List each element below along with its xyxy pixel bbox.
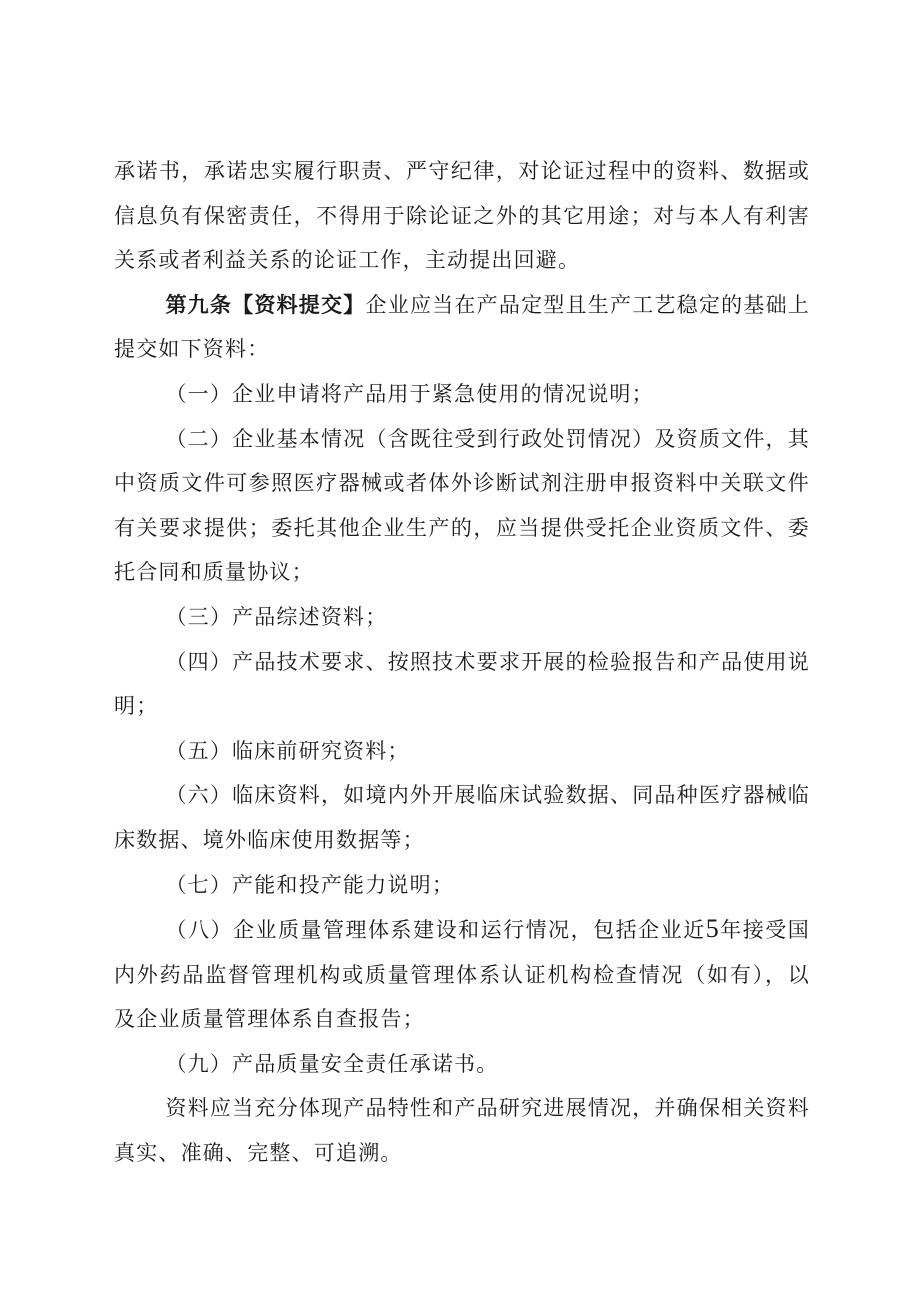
list-item-4: （四）产品技术要求、按照技术要求开展的检验报告和产品使用说明； [114, 649, 810, 719]
list-item-7: （七）产能和投产能力说明； [165, 872, 455, 897]
article-title: 第九条【资料提交】 [165, 292, 366, 317]
list-item-1: （一）企业申请将产品用于紧急使用的情况说明； [165, 381, 654, 406]
list-item-8-suffix: 年接受国内外药品监督管理机构或质量管理体系认证机构检查情况（如有），以及企业质量管理体系自查报告； [114, 918, 810, 1032]
article-9-heading-paragraph [114, 283, 810, 372]
list-item-5: （五）临床前研究资料； [165, 738, 410, 763]
closing-paragraph: 资料应当充分体现产品特性和产品研究进展情况，并确保相关资料真实、准确、完整、可追溯。 [114, 1096, 810, 1166]
list-item-8 [114, 907, 810, 1042]
article-intro: 企业应当在产品定型且生产工艺稳定的基础上提交如下资料： [114, 292, 810, 362]
list-item-9: （九）产品质量安全责任承诺书。 [165, 1051, 499, 1076]
list-item-3: （三）产品综述资料； [165, 604, 388, 629]
list-item-8-number: 5 [705, 914, 720, 944]
list-item-8-prefix: （八）企业质量管理体系建设和运行情况，包括企业近 [165, 918, 706, 943]
document-body [114, 149, 810, 1176]
continuation-paragraph: 承诺书，承诺忠实履行职责、严守纪律，对论证过程中的资料、数据或信息负有保密责任，不得用于除论证之外的其它用途；对与本人有利害关系或者利益关系的论证工作，主动提出回避。 [114, 159, 810, 273]
list-item-6: （六）临床资料，如境内外开展临床试验数据、同品种医疗器械临床数据、境外临床使用数据等； [114, 783, 810, 852]
list-item-2: （二）企业基本情况（含既往受到行政处罚情况）及资质文件，其中资质文件可参照医疗器械或者体外诊断试剂注册申报资料中关联文件有关要求提供；委托其他企业生产的，应当提供受托企业资质文件、委托合同和质量协议； [114, 426, 810, 585]
